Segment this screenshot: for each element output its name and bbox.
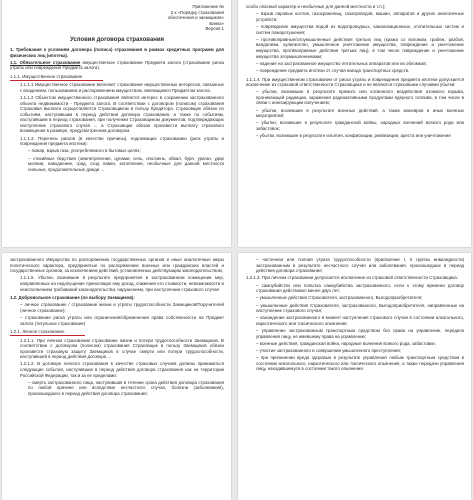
list-item: – участие застрахованного в совершении умышленного преступления;: [256, 348, 402, 354]
underlined-heading: 1.1.1. Имущественное страхование.: [10, 74, 103, 81]
document-page-1: [2, 0, 231, 247]
document-page-2: [238, 0, 471, 247]
header-line: Приложение №: [192, 4, 224, 9]
header-line: Версия 1: [205, 26, 224, 32]
section-1-1-text: имущественное страхование Предмета залога (страхование риска утраты или повреждения Предмета залога).: [10, 59, 224, 71]
paragraph: застрахованного Имущества по распоряжению государственных органов и иные аналогичные меры политического характера, предпринятые по распоряжению военных или гражданских властей и государственных органов, за исключением действий, установленных действующим законодательством;: [10, 257, 224, 274]
list-item: – нахождение застрахованного в момент наступления страхового случая в состоянии алкогольного, наркотического или токсического опьянения;: [256, 315, 464, 326]
list-item: – самоубийство или попытка самоубийства застрахованного, если к этому времени договор страхования действовал менее двух лет;: [256, 282, 464, 294]
section-1-2-heading: 1.2. Добровольное страхование (по выбору Заемщиков):: [10, 295, 135, 301]
list-item: – убытки, возникшие в результате гражданской войны, народных волнений всякого рода или забастовок;: [256, 120, 464, 132]
paragraph: 1.2.1.2. В договоре личного страхования в качестве страховых случаев должны приниматься следующие события, наступившие в период действия договора страхования как на территории Российской Федерации, так и за ее пределами:: [20, 361, 224, 378]
list-item: – убытки, возникшие в результате прямого или косвенного воздействия атомного взрыва, проникающей радиации, заражения радиоактивными продуктами ядерного топлива, в том числе в связи с ионизирующим излучением;: [256, 89, 464, 106]
list-item: – военные действия, гражданская война, народные волнения всякого рода, забастовки;: [256, 340, 436, 346]
list-item: – убытки, возникшие в результате военных действий, а также маневров и иных военных мероприятий;: [256, 107, 464, 119]
section-1-1-heading: 1.1. Обязательное страхование: [10, 59, 81, 65]
paragraph: 1.2.1.1. При личном страховании страхование жизни и потери трудоспособности Заемщиков. В соответствии с договором (полисом) страхования Страховщик в пользу Заемщиков обязан произвести страховую защиту Заемщиков в случае смерти или потери трудоспособности, наступившей в период действия договора ...: [20, 337, 224, 360]
paragraph: 1.1.1.2 Объектом имущественного страхования является интерес в сохранении застрахованного объекта недвижимости - Предмета залога. В соответствии с договором (полисом) страхования Страховая выплата осуществляется Страховщиком в пользу Кредитора. Страховщик обязан по событиям, наступившим в период действия договора страхования, а также по событиям, наступившим в период страхования, при получении Страховщиком документов, подтверждающих наступление страхового случая ... а Страховщик обязан произвести выплату страхового возмещения в размере, предусмотренном договором.: [20, 94, 224, 134]
appendix-header: [10, 4, 224, 32]
list-item: – пожар, взрыв газа, употребляемого в бытовых целях;: [28, 148, 141, 154]
list-item: – падение на застрахованное имущество летательных аппаратов или их обломков;: [256, 60, 427, 66]
paragraph: 1.2.1.3. При личном страховании допускается исключение из страховой ответственности Страховщика:: [246, 275, 458, 281]
header-line: 2 к «Порядку страхования: [170, 9, 224, 15]
document-title: Условия договора страхования: [69, 36, 165, 43]
list-item: – противоправные/злоумышленные действия третьих лиц (кража со взломом, грабеж, разбой, вандализм, хулиганство, умышленное уничтожение имущества, повреждение и уничтожение имущества, противоправные действия третьих лиц), в том числе повреждение и уничтожение имущества злоумышленниками;: [256, 36, 464, 59]
paragraph: особо опасный характер и необычные для данной местности и т.п.);: [246, 4, 386, 9]
list-item: – умышленные действия Страхователя, застрахованного, Выгодоприобретателя;: [256, 295, 423, 301]
section-1-heading: 1. Требования к условиям договора (полиса) страхования в рамках кредитных программ для физических лиц (ипотека).: [10, 46, 224, 58]
list-item: – смерть застрахованного лица, наступившая в течение срока действия договора страхования по любой причине или вследствие несчастного случая, болезни (заболевания), произошедшего в период действия договора страхования;: [28, 379, 224, 397]
list-item: – страхование риска утраты или ограничения/обременения права собственности на Предмет залога (титульное страхование): [20, 315, 224, 326]
header-line: Банка»: [209, 20, 224, 26]
paragraph: 1.1.1.5. Убытки, возникшие в результате предпринятия в застрахованном помещении мер, направленных на недопущение приносящих ему доход, снижения его стоимости, невозможности и неисполнением требований законодательства, нарушением, при наступлении страхового случая: [20, 275, 224, 292]
list-item: – частичная или полная утрата трудоспособности (присвоение I, II группы инвалидности) застрахованным в результате несчастного случая или заболевания, произошедших в период действия договора страхования;: [256, 257, 464, 274]
document-page-4: [238, 253, 471, 500]
document-page-3: [2, 253, 231, 500]
header-line: обеспечения и заемщиков»: [167, 15, 224, 21]
underlined-heading: 1.2.1. Личное страхование.: [10, 329, 85, 336]
list-item: – взрыв паровых котлов, газохранилищ, газопроводов, машин, аппаратов и других аналогичных устройств;: [256, 11, 464, 22]
list-item: – стихийные бедствия (землетрясение, цунами, сель, оползень, обвал, буря, ураган, удар молнии, наводнение, град, сход лавин, затопление, необычные для данной местности сильные, продолжительные дожди ...: [28, 155, 224, 172]
list-item: – при причинении вреда здоровью в результате управления любым транспортным средством в состоянии алкогольного, наркотического или токсического опьянения, а также передачи управления лицу, находившемуся в состоянии такого опьянения.: [256, 355, 464, 372]
list-item: – управление застрахованным транспортным средством без права на управление, передача управления лицу, не имевшему права на управление;: [256, 328, 464, 339]
list-item: – умышленные действия Страхователя, застрахованного, Выгодоприобретателя, направленные на наступление страхового случая;: [256, 302, 464, 314]
paragraph: 1.1.1.1 Имущественное страхование включает страхование имущественных интересов, связанных с владением, пользованием и распоряжением имуществом, являющимся Предметом залога.: [20, 82, 224, 93]
section-1-1-1-heading: [10, 74, 224, 81]
list-item: – личное страхование / страхование жизни и утраты трудоспособности Заемщиков/Поручителей (личное страхование);: [20, 302, 224, 313]
section-1-2-1-heading: [10, 329, 224, 336]
list-item: – убытки, возникшие в результате изъятия, конфискации, реквизиции, ареста или уничтожения: [256, 133, 451, 139]
list-item: – повреждение предмета ипотеки от случая наезда транспортных средств.: [256, 67, 410, 73]
section-1-1: [10, 60, 224, 71]
paragraph: 1.1.1.3. Перечень рисков (в качестве причины), подлежащих страхованию (риск утраты и повреждения предмета ипотеки):: [20, 135, 224, 147]
paragraph: 1.1.1.4. При имущественном страховании от риска утраты и повреждения предмета ипотеки допускается исключение из страховой ответственности Страховщика и не являются страховыми случаями убытки:: [246, 76, 464, 88]
list-item: – повреждение имущества водой из водопроводных, канализационных, отопительных систем и систем пожаротушения;: [256, 23, 464, 35]
